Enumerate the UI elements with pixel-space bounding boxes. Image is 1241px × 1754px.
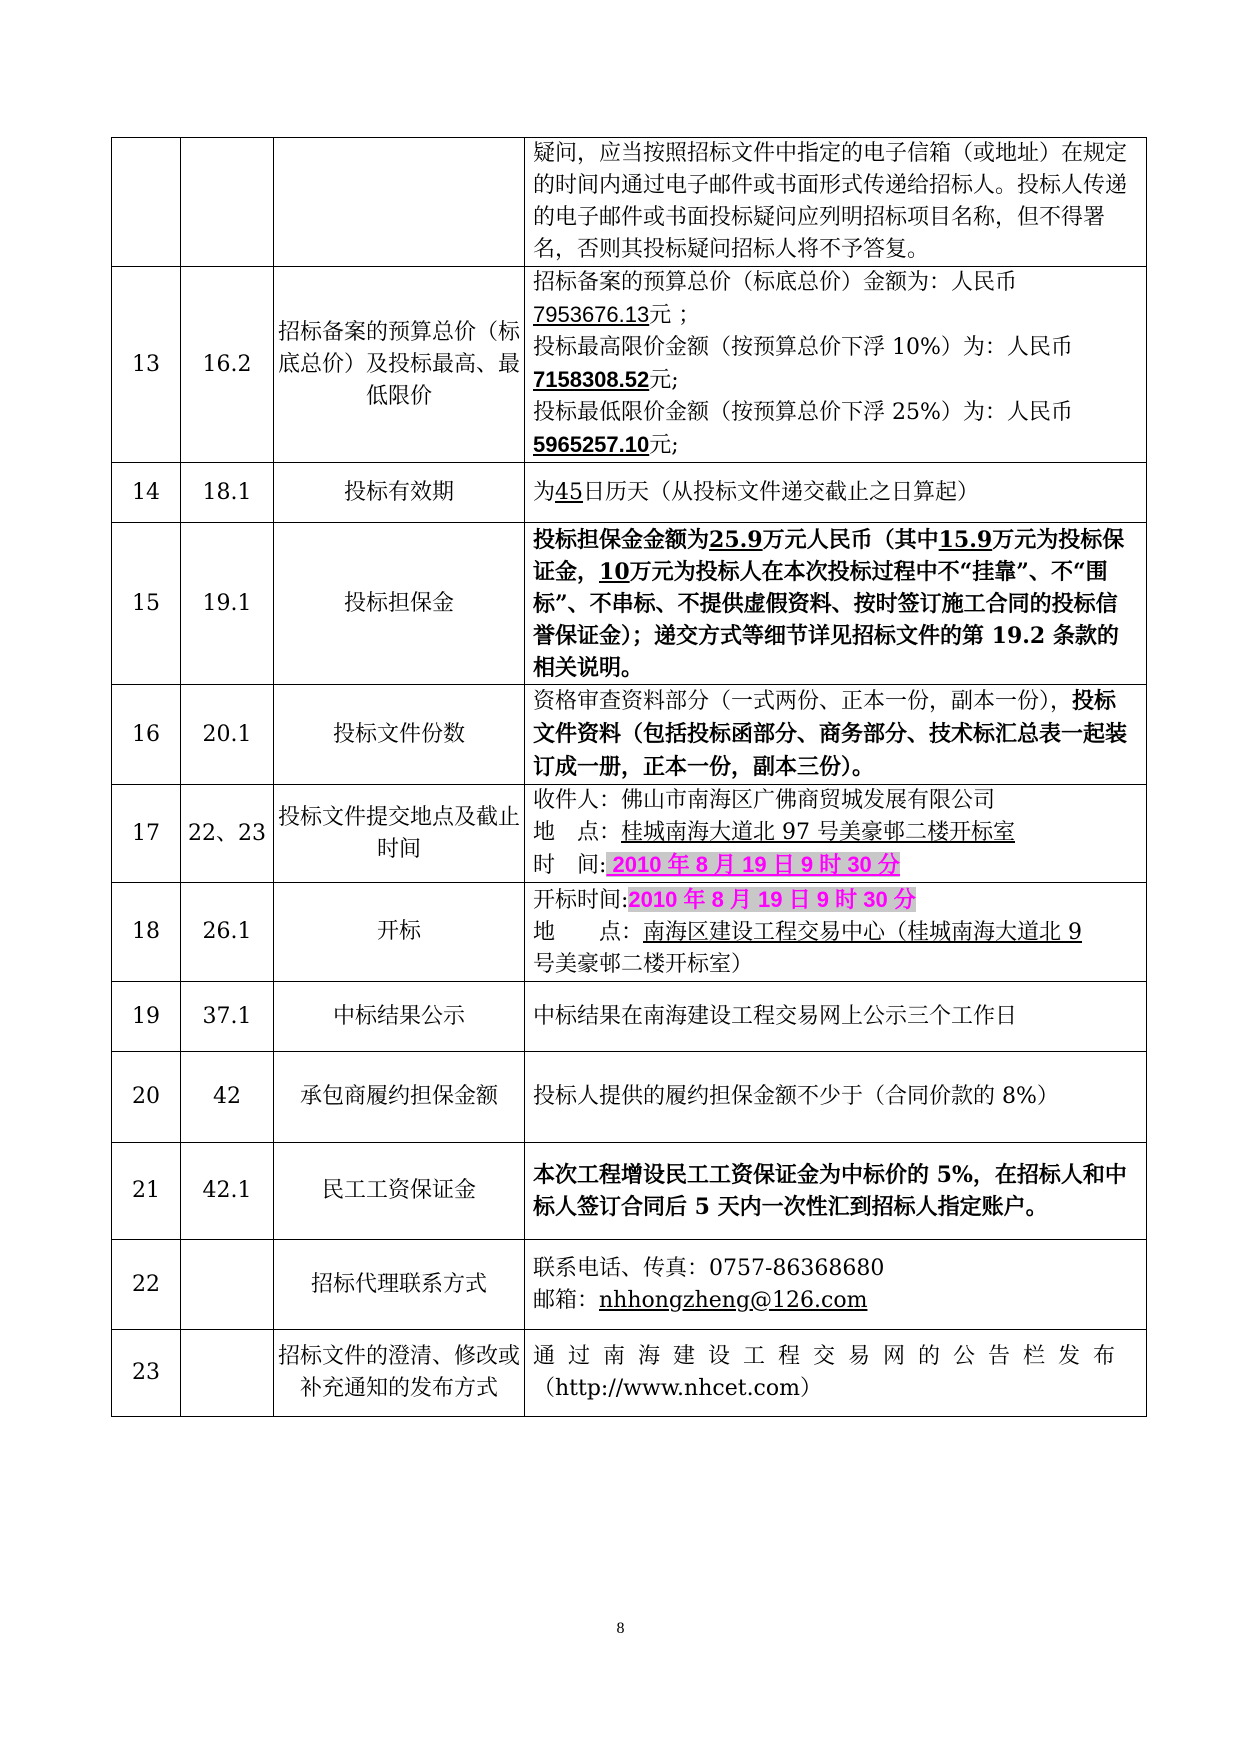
table-row bbox=[112, 267, 1147, 463]
row-number-cell: 16 bbox=[112, 685, 181, 785]
content-cell: 为45日历天（从投标文件递交截止之日算起） bbox=[525, 463, 1147, 523]
table-row bbox=[112, 1240, 1147, 1330]
clause-cell bbox=[181, 1330, 274, 1417]
row-number-cell: 15 bbox=[112, 523, 181, 685]
clause-cell: 26.1 bbox=[181, 883, 274, 982]
clause-cell: 42 bbox=[181, 1052, 274, 1143]
content-cell: 中标结果在南海建设工程交易网上公示三个工作日 bbox=[525, 982, 1147, 1052]
row-number-cell: 17 bbox=[112, 785, 181, 883]
content-cell: 资格审查资料部分（一式两份、正本一份，副本一份），投标文件资料（包括投标函部分、商务部分、技术标汇总表一起装订成一册，正本一份，副本三份）。 bbox=[525, 685, 1147, 785]
table-row bbox=[112, 685, 1147, 785]
contact-email-link[interactable]: nhhongzheng@126.com bbox=[599, 1287, 868, 1313]
row-number-cell: 13 bbox=[112, 267, 181, 463]
content-cell: 投标担保金金额为25.9万元人民币（其中15.9万元为投标保证金，10万元为投标人在本次投标过程中不“挂靠”、不“围标”、不串标、不提供虚假资料、按时签订施工合同的投标信誉保证金）；递交方式等细节详见招标文件的第 19.2 条款的相关说明。 bbox=[525, 523, 1147, 685]
content-cell: 本次工程增设民工工资保证金为中标价的 5%，在招标人和中标人签订合同后 5 天内一次性汇到招标人指定账户。 bbox=[525, 1143, 1147, 1240]
clause-cell: 37.1 bbox=[181, 982, 274, 1052]
table-row bbox=[112, 1143, 1147, 1240]
publish-url[interactable]: （http://www.nhcet.com） bbox=[533, 1376, 822, 1401]
item-cell: 民工工资保证金 bbox=[274, 1143, 525, 1240]
item-cell: 招标文件的澄清、修改或补充通知的发布方式 bbox=[274, 1330, 525, 1417]
guarantee-total: 25.9 bbox=[709, 526, 763, 553]
row-number-cell: 21 bbox=[112, 1143, 181, 1240]
opening-place: 南海区建设工程交易中心（桂城南海大道北 9 bbox=[643, 919, 1083, 945]
content-cell bbox=[525, 267, 1147, 463]
clause-cell: 20.1 bbox=[181, 685, 274, 785]
item-cell: 中标结果公示 bbox=[274, 982, 525, 1052]
item-cell: 招标代理联系方式 bbox=[274, 1240, 525, 1330]
max-price-amount: 7158308.52 bbox=[533, 367, 650, 392]
clause-cell: 42.1 bbox=[181, 1143, 274, 1240]
clause-cell: 19.1 bbox=[181, 523, 274, 685]
min-price-suffix: 元; bbox=[649, 433, 679, 458]
tender-info-table bbox=[111, 137, 1147, 1417]
table-row bbox=[112, 1330, 1147, 1417]
item-cell: 投标文件提交地点及截止时间 bbox=[274, 785, 525, 883]
item-cell bbox=[274, 138, 525, 267]
row-number-cell: 20 bbox=[112, 1052, 181, 1143]
recipient-line: 收件人：佛山市南海区广佛商贸城发展有限公司 bbox=[533, 788, 996, 813]
min-price-amount: 5965257.10 bbox=[533, 432, 650, 457]
budget-suffix: 元 ； bbox=[649, 303, 701, 328]
row-number-cell: 18 bbox=[112, 883, 181, 982]
content-cell bbox=[525, 1330, 1147, 1417]
validity-days: 45 bbox=[555, 479, 584, 505]
submission-address: 桂城南海大道北 97 号美豪邨二楼开标室 bbox=[621, 820, 1015, 845]
content-cell: 投标人提供的履约担保金额不少于（合同价款的 8%） bbox=[525, 1052, 1147, 1143]
max-price-suffix: 元; bbox=[649, 368, 679, 393]
contact-phone: 联系电话、传真：0757-86368680 bbox=[533, 1255, 885, 1281]
opening-time: 2010 年 8 月 19 日 9 时 30 分 bbox=[628, 886, 916, 912]
table-row bbox=[112, 463, 1147, 523]
item-cell: 投标担保金 bbox=[274, 523, 525, 685]
row-number-cell: 19 bbox=[112, 982, 181, 1052]
item-cell: 招标备案的预算总价（标底总价）及投标最高、最低限价 bbox=[274, 267, 525, 463]
credit-bond-amount: 10 bbox=[599, 558, 630, 585]
row-number-cell: 22 bbox=[112, 1240, 181, 1330]
bid-bond-amount: 15.9 bbox=[938, 526, 993, 553]
content-cell: 联系电话、传真：0757-86368680 邮箱：nhhongzheng@126.com bbox=[525, 1240, 1147, 1330]
item-cell: 承包商履约担保金额 bbox=[274, 1052, 525, 1143]
table-row bbox=[112, 138, 1147, 267]
content-cell: 开标时间:2010 年 8 月 19 日 9 时 30 分 地 点：南海区建设工程交易中心（桂城南海大道北 9 号美豪邨二楼开标室） bbox=[525, 883, 1147, 982]
clause-cell: 16.2 bbox=[181, 267, 274, 463]
content-cell: 疑问，应当按照招标文件中指定的电子信箱（或地址）在规定的时间内通过电子邮件或书面形式传递给招标人。投标人传递的电子邮件或书面投标疑问应列明招标项目名称，但不得署名，否则其投标疑问招标人将不予答复。 bbox=[525, 138, 1147, 267]
table-row bbox=[112, 1052, 1147, 1143]
clause-cell: 22、23 bbox=[181, 785, 274, 883]
row-number-cell bbox=[112, 138, 181, 267]
item-cell: 投标文件份数 bbox=[274, 685, 525, 785]
table-row bbox=[112, 982, 1147, 1052]
content-cell: 收件人：佛山市南海区广佛商贸城发展有限公司 地 点：桂城南海大道北 97 号美豪邨二楼开标室 时 间: 2010 年 8 月 19 日 9 时 30 分 bbox=[525, 785, 1147, 883]
table-row bbox=[112, 523, 1147, 685]
row-number-cell: 14 bbox=[112, 463, 181, 523]
submission-deadline: 2010 年 8 月 19 日 9 时 30 分 bbox=[606, 852, 900, 877]
item-cell: 开标 bbox=[274, 883, 525, 982]
min-price-line: 投标最低限价金额（按预算总价下浮 25%）为：人民币 bbox=[533, 400, 1073, 425]
budget-amount: 7953676.13 bbox=[533, 302, 650, 327]
table-row bbox=[112, 883, 1147, 982]
table-row bbox=[112, 785, 1147, 883]
clause-cell bbox=[181, 1240, 274, 1330]
publish-method: 通过南海建设工程交易网的公告栏发布 bbox=[533, 1344, 1129, 1369]
clause-cell bbox=[181, 138, 274, 267]
row-number-cell: 23 bbox=[112, 1330, 181, 1417]
budget-line: 招标备案的预算总价（标底总价）金额为：人民币 bbox=[533, 270, 1018, 295]
item-cell: 投标有效期 bbox=[274, 463, 525, 523]
max-price-line: 投标最高限价金额（按预算总价下浮 10%）为：人民币 bbox=[533, 335, 1073, 360]
page-number: 8 bbox=[616, 1620, 625, 1637]
clause-cell: 18.1 bbox=[181, 463, 274, 523]
